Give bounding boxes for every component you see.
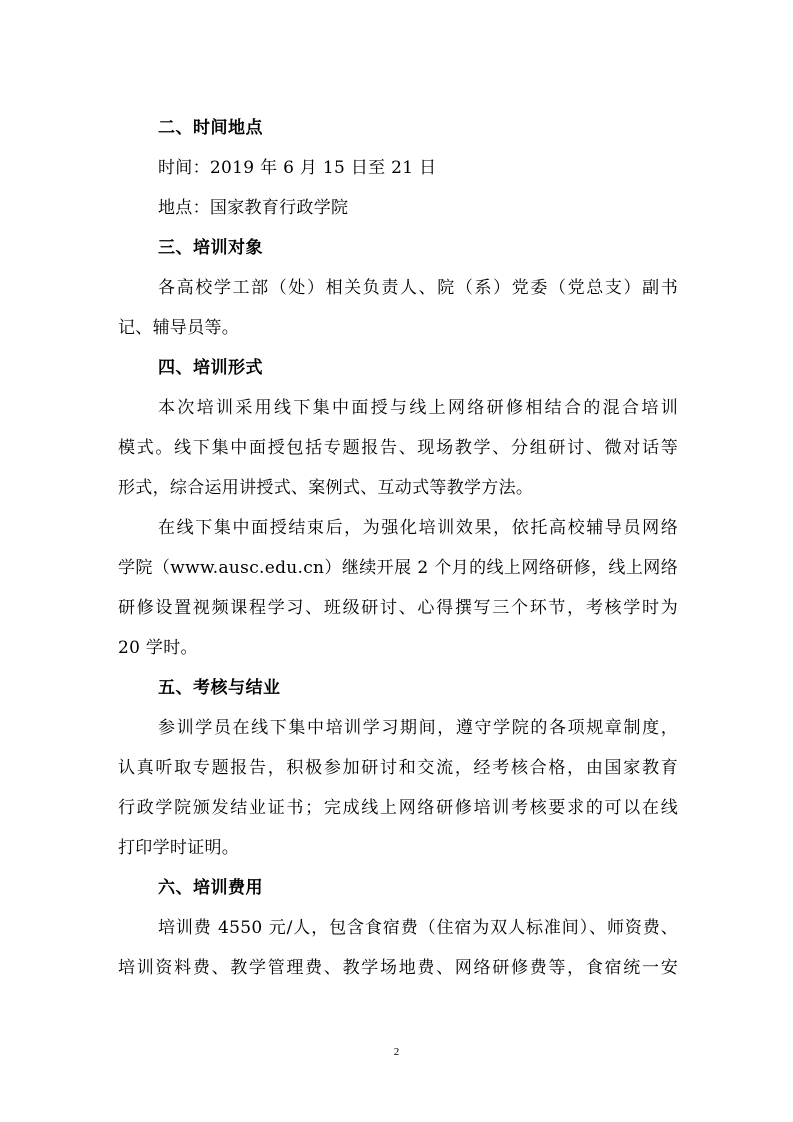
page-number: 2 xyxy=(393,1046,400,1058)
assessment-line-4: 打印学时证明。 xyxy=(118,838,240,858)
fees-line-1: 培训费 4550 元/人，包含食宿费（住宿为双人标准间）、师资费、 xyxy=(158,918,678,938)
format-p1-line-2: 模式。线下集中面授包括专题报告、现场教学、分组研讨、微对话等 xyxy=(118,438,678,458)
audience-line-2: 记、辅导员等。 xyxy=(118,318,240,338)
format-p2-line-2: 学院（www.ausc.edu.cn）继续开展 2 个月的线上网络研修，线上网络 xyxy=(118,558,678,578)
format-p2-line-3: 研修设置视频课程学习、班级研讨、心得撰写三个环节，考核学时为 xyxy=(118,598,678,618)
assessment-line-1: 参训学员在线下集中培训学习期间，遵守学院的各项规章制度， xyxy=(158,718,678,738)
fees-line-2: 培训资料费、教学管理费、教学场地费、网络研修费等，食宿统一安 xyxy=(118,958,678,978)
format-p2-line-1: 在线下集中面授结束后，为强化培训效果，依托高校辅导员网络 xyxy=(158,518,678,538)
section-heading-format: 四、培训形式 xyxy=(158,358,263,378)
section-heading-time-place: 二、时间地点 xyxy=(158,118,263,138)
place-line: 地点：国家教育行政学院 xyxy=(158,198,349,218)
format-p1-line-1: 本次培训采用线下集中面授与线上网络研修相结合的混合培训 xyxy=(158,398,678,418)
time-line: 时间：2019 年 6 月 15 日至 21 日 xyxy=(158,158,437,178)
assessment-line-2: 认真听取专题报告，积极参加研讨和交流，经考核合格，由国家教育 xyxy=(118,758,678,778)
audience-line-1: 各高校学工部（处）相关负责人、院（系）党委（党总支）副书 xyxy=(158,278,678,298)
section-heading-assessment: 五、考核与结业 xyxy=(158,678,281,698)
assessment-line-3: 行政学院颁发结业证书；完成线上网络研修培训考核要求的可以在线 xyxy=(118,798,678,818)
section-heading-audience: 三、培训对象 xyxy=(158,238,263,258)
document-body xyxy=(118,108,678,988)
format-p1-line-3: 形式，综合运用讲授式、案例式、互动式等教学方法。 xyxy=(118,478,534,498)
section-heading-fees: 六、培训费用 xyxy=(158,878,263,898)
format-p2-line-4: 20 学时。 xyxy=(118,638,198,658)
